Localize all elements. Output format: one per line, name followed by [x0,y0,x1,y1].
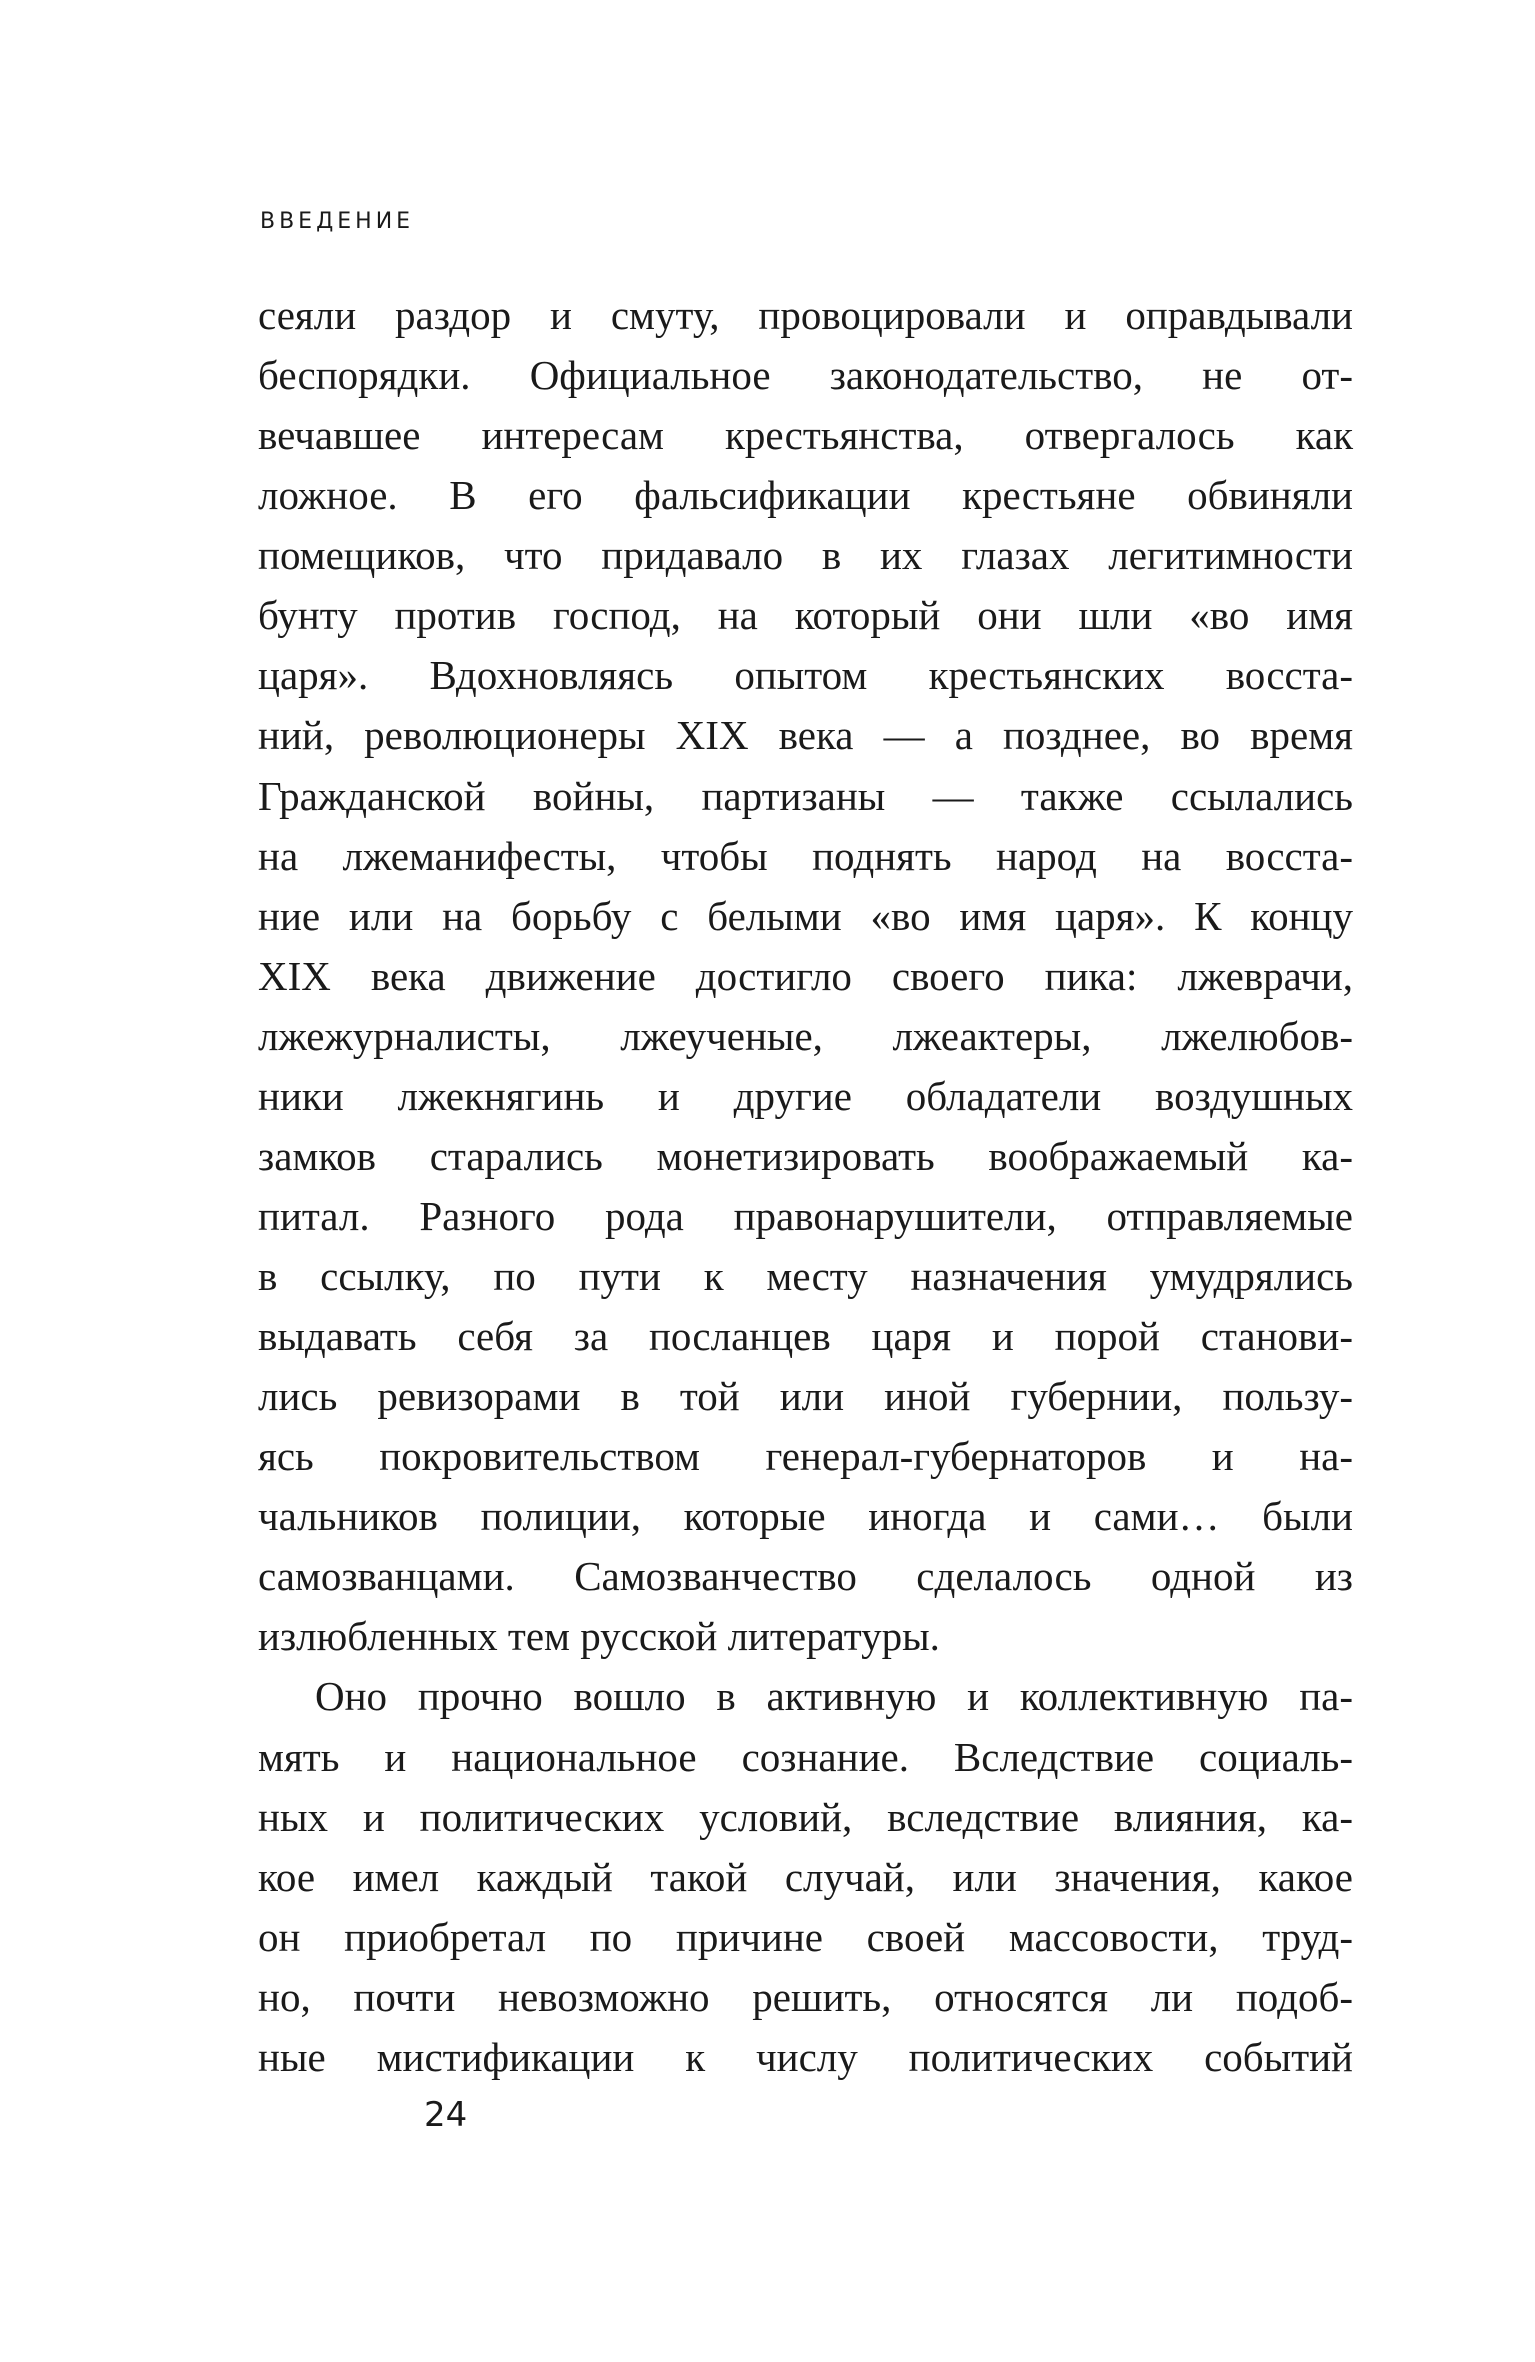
text-line: он приобретал по причине своей массовости, труд- [258,1913,1353,1960]
text-line: помещиков, что придавало в их глазах легитимности [258,532,1353,579]
text-line: ники лжекнягинь и другие обладатели воздушных [258,1072,1353,1119]
text-line: вечавшее интересам крестьянства, отвергалось как [258,412,1353,459]
text-line: ные мистификации к числу политических событий [258,2033,1353,2080]
text-line: царя». Вдохновляясь опытом крестьянских восста- [258,652,1353,699]
paragraph [258,285,1353,1666]
text-line: сеяли раздор и смуту, провоцировали и оправдывали [258,292,1353,338]
text-line: замков старались монетизировать воображаемый ка- [258,1132,1353,1179]
text-line: ных и политических условий, вследствие влияния, ка- [258,1793,1353,1840]
text-line: лись ревизорами в той или иной губернии, пользу- [258,1373,1353,1420]
text-line: беспорядки. Официальное законодательство, не от- [258,352,1353,399]
text-line: выдавать себя за посланцев царя и порой станови- [258,1313,1353,1360]
text-line: излюбленных тем русской литературы. [258,1613,940,1660]
text-line: ние или на борьбу с белыми «во имя царя». К концу [258,892,1353,939]
text-line: ложное. В его фальсификации крестьяне обвиняли [258,472,1353,519]
text-line: чальников полиции, которые иногда и сами… были [258,1493,1353,1540]
text-line: на лжеманифесты, чтобы поднять народ на восста- [258,832,1353,879]
running-head: ВВЕДЕНИЕ [260,209,415,234]
page-number: 24 [424,2095,468,2135]
text-line: кое имел каждый такой случай, или значения, какое [258,1853,1353,1900]
text-line: Оно прочно вошло в активную и коллективную па- [315,1673,1353,1720]
text-line: бунту против господ, на который они шли «во имя [258,592,1353,639]
text-line: питал. Разного рода правонарушители, отправляемые [258,1192,1353,1239]
text-line: лжежурналисты, лжеученые, лжеактеры, лжелюбов- [258,1012,1353,1059]
paragraph [258,1666,1353,2086]
text-line: но, почти невозможно решить, относятся ли подоб- [258,1973,1353,2020]
text-line: ний, революционеры XIX века — а позднее, во время [258,712,1353,759]
text-line: самозванцами. Самозванчество сделалось одной из [258,1553,1353,1600]
text-line: в ссылку, по пути к месту назначения умудрялись [258,1253,1353,1299]
text-line: Гражданской войны, партизаны — также ссылались [258,772,1353,819]
text-line: ясь покровительством генерал-губернаторов и на- [258,1433,1353,1480]
text-line: XIX века движение достигло своего пика: лжеврачи, [258,952,1353,999]
text-line: мять и национальное сознание. Вследствие социаль- [258,1733,1353,1780]
body-text [258,285,1353,2087]
